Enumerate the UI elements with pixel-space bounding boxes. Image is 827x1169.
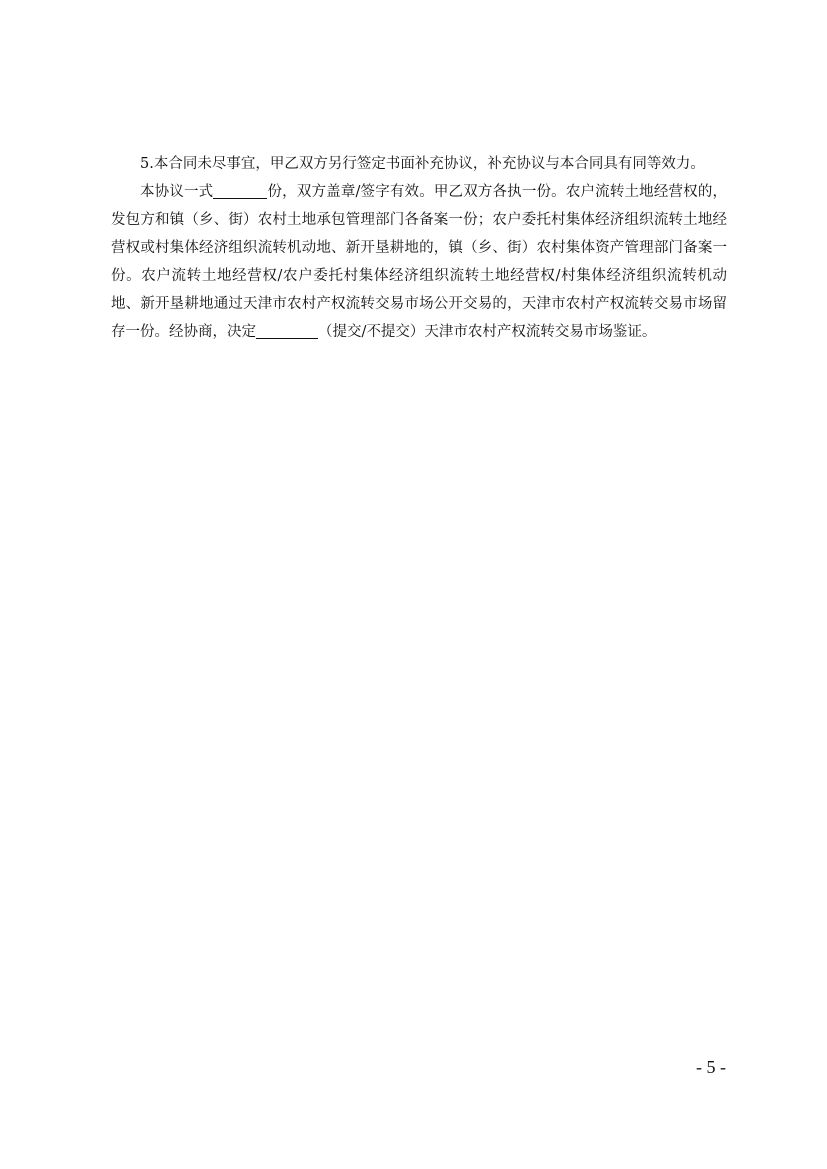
copies-text-middle: 份，双方盖章/签字有效。甲乙双方各执一份。农户流转土地经营权的，发包方和镇（乡、街）农村土地承包管理部门各备案一份；农户委托村集体经济组织流转土地经营权或村集体经济组织流转机动地、新开垦耕地的，镇（乡、街）农村集体资产管理部门备案一份。农户流转土地经营权/农户委托村集体经济组织流转土地经营权/村集体经济组织流转机动地、新开垦耕地通过天津市农村产权流转交易市场公开交易的，天津市农村产权流转交易市场留存一份。经协商，决定 [111,184,727,340]
clause-5-paragraph: 5.本合同未尽事宜，甲乙双方另行签定书面补充协议，补充协议与本合同具有同等效力。 [140,156,705,172]
copies-text-start: 本协议一式 [140,184,214,200]
copies-paragraph [111,178,727,346]
document-body [111,150,727,346]
copies-count-blank [213,181,267,199]
copies-text-end: （提交/不提交）天津市农村产权流转交易市场鉴证。 [318,324,657,340]
submission-decision-blank [256,321,318,339]
page-number: - 5 - [696,1057,726,1077]
